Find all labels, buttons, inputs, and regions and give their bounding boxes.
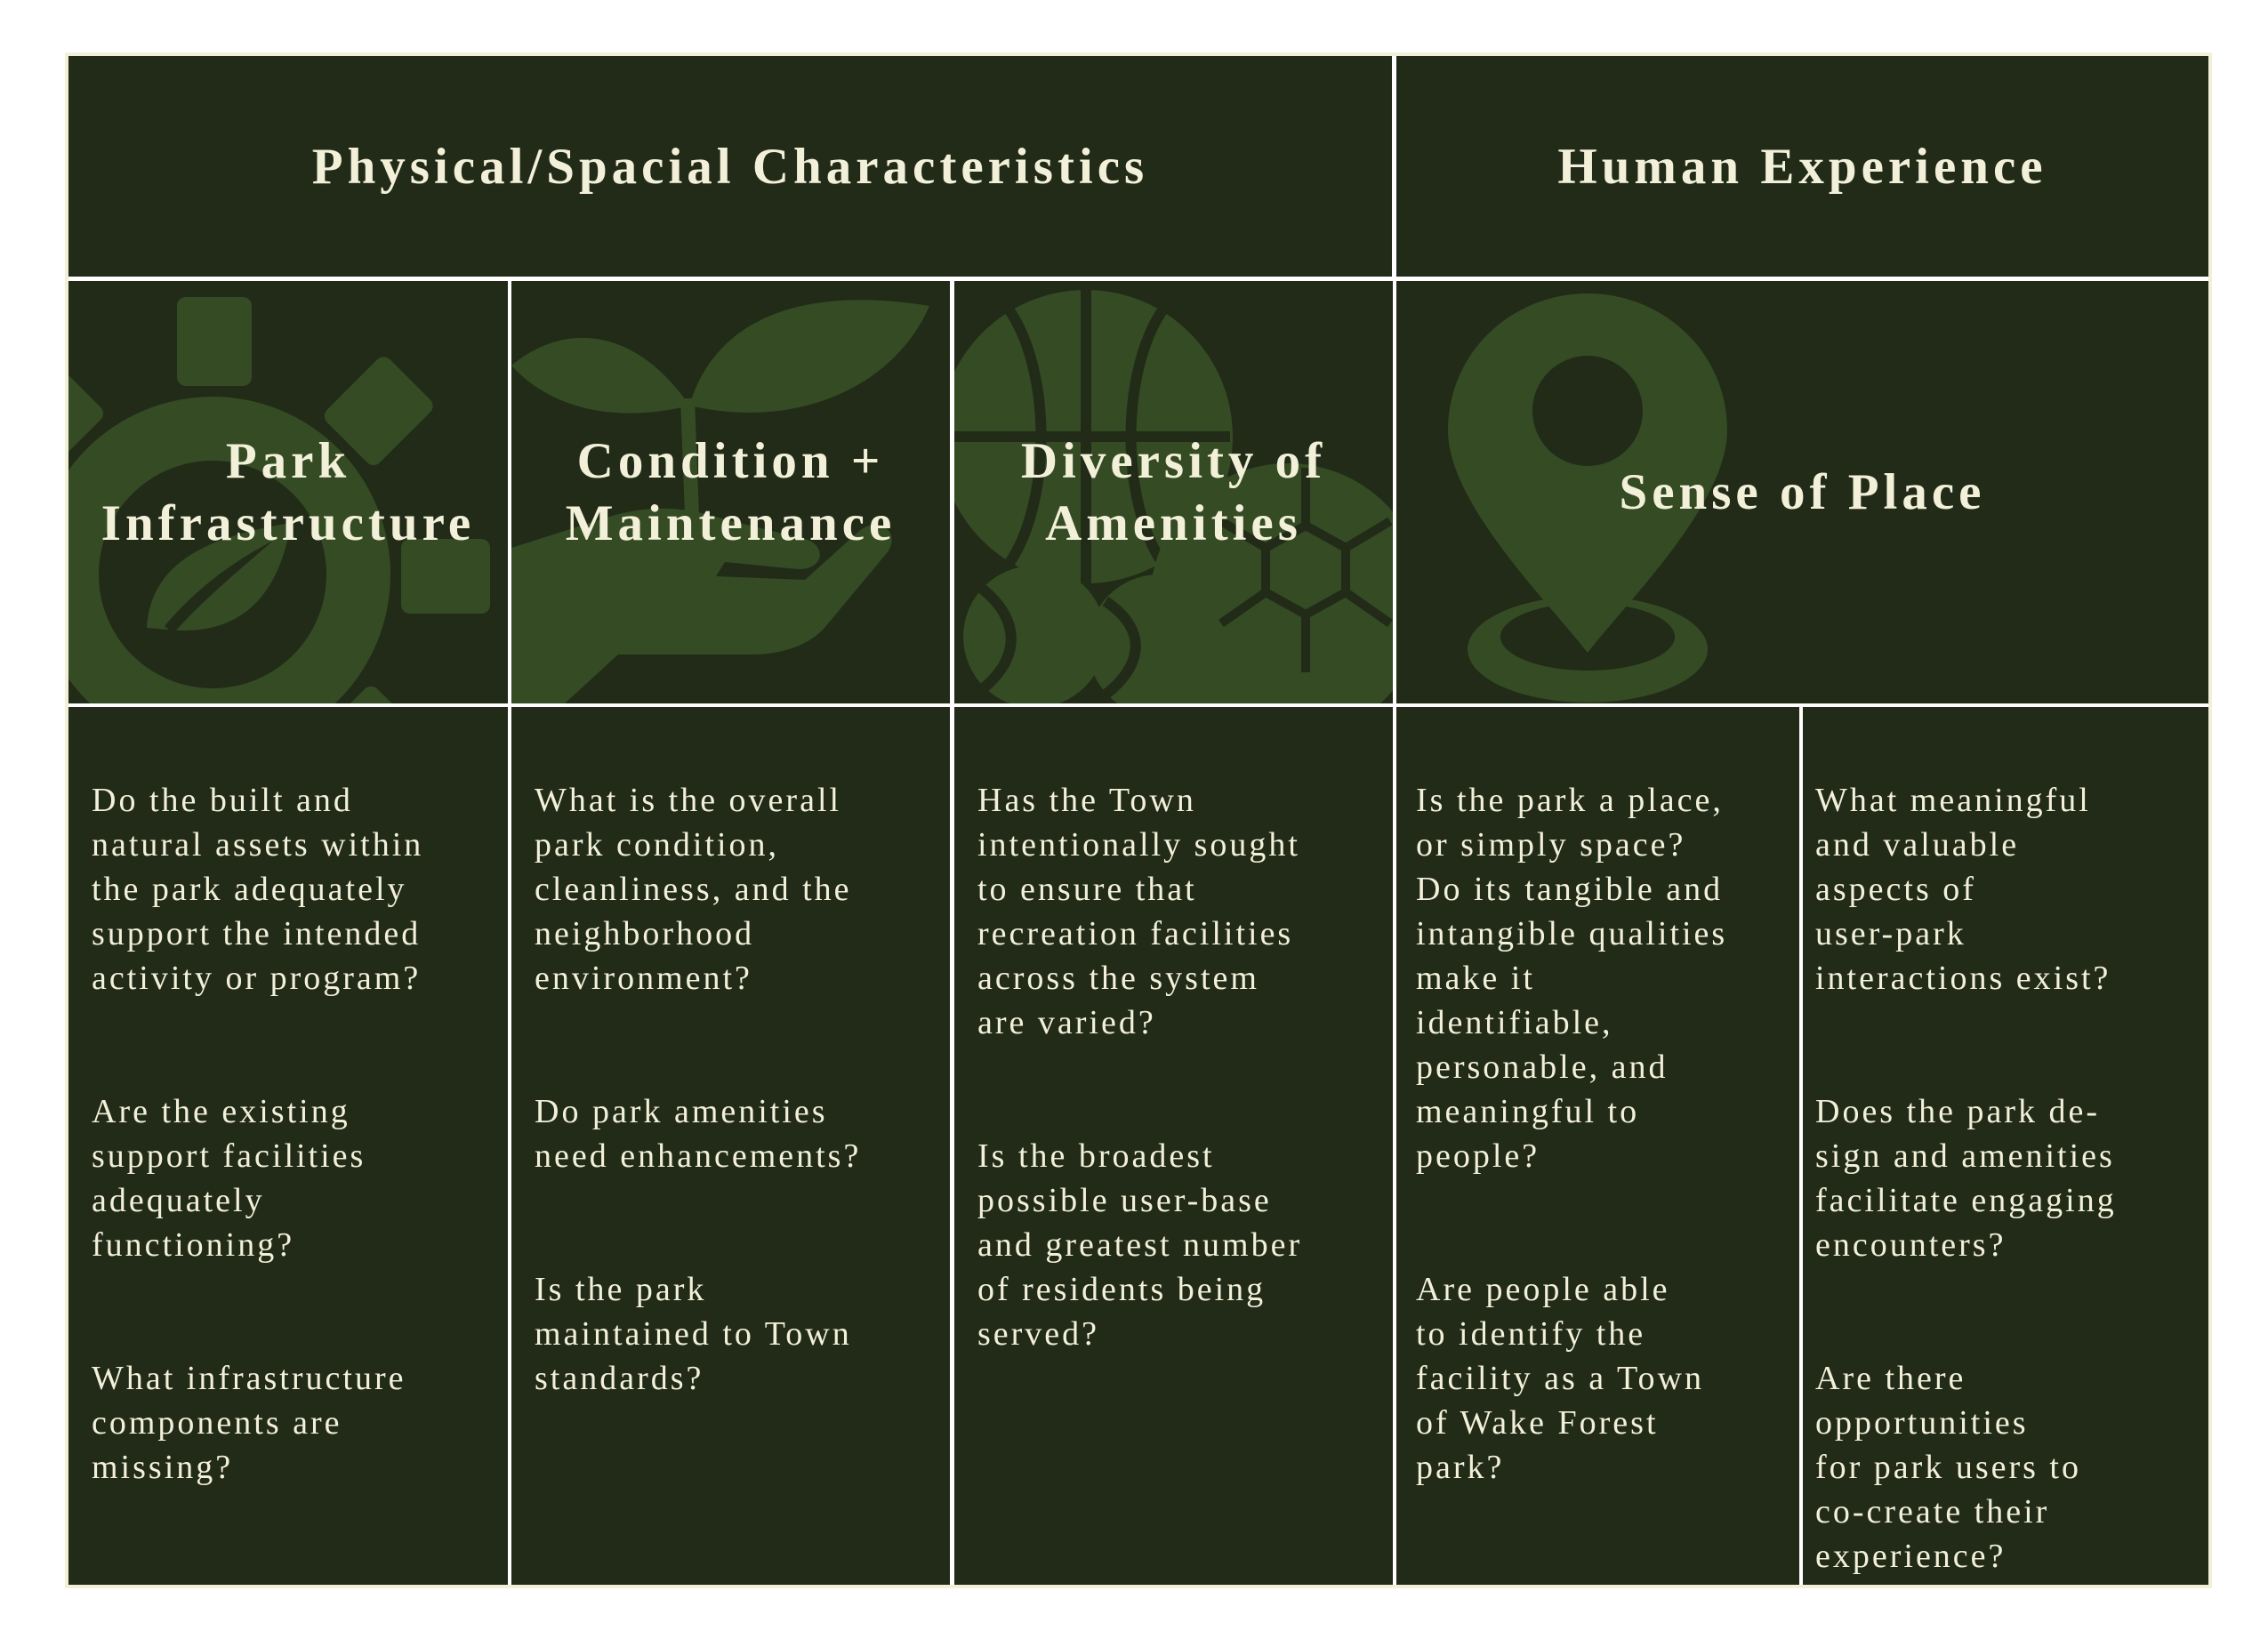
category-title: Park Infrastructure — [101, 432, 476, 551]
category-title: Condition + Maintenance — [565, 432, 897, 551]
category-park-infrastructure — [68, 281, 508, 703]
question-paragraph: Do the built and natural assets within the park adequately support the intended activity or program? — [92, 782, 424, 997]
question-cell-diversity-amenities — [954, 707, 1393, 1585]
question-paragraph: Do park amenities need enhancements? — [535, 1093, 862, 1175]
question-paragraph: Are the existing support facilities adequately functioning? — [92, 1093, 366, 1264]
question-paragraph: Is the broadest possible user-base and greatest number of residents being served? — [977, 1137, 1303, 1353]
question-paragraph: Are people able to identify the facility as a Town of Wake Forest park? — [1416, 1271, 1704, 1486]
question-paragraph: Is the park maintained to Town standards? — [535, 1271, 852, 1397]
physical-spatial-header — [68, 56, 1392, 277]
question-paragraph: What infrastructure components are missing? — [92, 1360, 406, 1486]
category-condition-maintenance — [511, 281, 950, 703]
question-paragraph: Has the Town intentionally sought to ensure that recreation facilities across the system are varied? — [977, 782, 1300, 1041]
human-experience-header-label: Human Experience — [1557, 138, 2047, 195]
question-paragraph: Is the park a place, or simply space? Do its tangible and intangible qualities make it identifiable, personable, and meaningful to people? — [1416, 782, 1728, 1175]
category-diversity-amenities — [954, 281, 1393, 703]
human-experience-header — [1396, 56, 2208, 277]
question-paragraph: Does the park de- sign and amenities facilitate engaging encounters? — [1815, 1093, 2117, 1264]
category-sense-of-place — [1396, 281, 2208, 703]
question-paragraph: What meaningful and valuable aspects of user-park interactions exist? — [1815, 782, 2111, 997]
physical-spatial-header-label: Physical/Spacial Characteristics — [311, 138, 1149, 195]
question-paragraph: Are there opportunities for park users to co-create their experience? — [1815, 1360, 2081, 1575]
question-cell-condition-maintenance — [511, 707, 950, 1585]
question-paragraph: What is the overall park condition, cleanliness, and the neighborhood environment? — [535, 782, 852, 997]
category-title: Sense of Place — [1619, 463, 1986, 520]
question-cell-sense-of-place-left — [1396, 707, 1799, 1585]
question-cell-park-infrastructure — [68, 707, 508, 1585]
category-title: Diversity of Amenities — [1020, 432, 1327, 551]
question-cell-sense-of-place-right — [1803, 707, 2208, 1585]
